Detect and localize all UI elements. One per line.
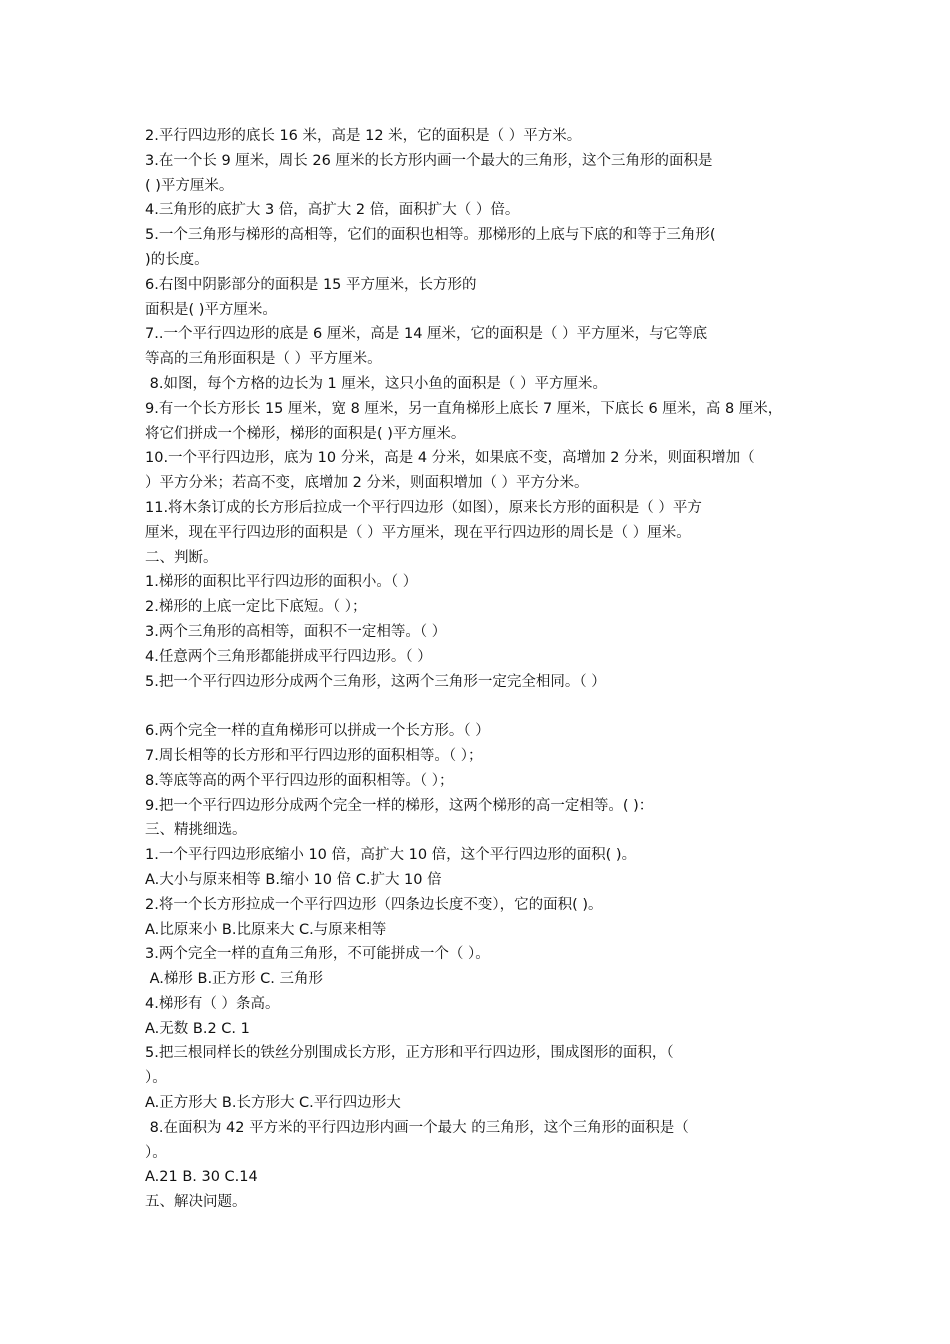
choice-2: 2.将一个长方形拉成一个平行四边形（四条边长度不变），它的面积( )。 xyxy=(145,896,603,913)
choice-2-options: A.比原来小 B.比原来大 C.与原来相等 xyxy=(145,921,387,938)
document-body xyxy=(145,124,825,1215)
judge-6: 6.两个完全一样的直角梯形可以拼成一个长方形。（ ） xyxy=(145,723,490,740)
section-judge-heading: 二、判断。 xyxy=(145,549,218,566)
judge-2: 2.梯形的上底一定比下底短。（ ）； xyxy=(145,599,367,616)
q6-line: 6.右图中阴影部分的面积是 15 平方厘米，长方形的 xyxy=(145,276,477,293)
choice-5-cont: ）。 xyxy=(145,1070,167,1087)
choice-5-options: A.正方形大 B.长方形大 C.平行四边形大 xyxy=(145,1095,401,1112)
q7-line: 7..一个平行四边形的底是 6 厘米，高是 14 厘米，它的面积是（ ）平方厘米，与它等底 xyxy=(145,326,708,343)
judge-9: 9.把一个平行四边形分成两个完全一样的梯形，这两个梯形的高一定相等。( )： xyxy=(145,797,654,814)
judge-5: 5.把一个平行四边形分成两个三角形，这两个三角形一定完全相同。（ ） xyxy=(145,673,606,690)
judge-3: 3.两个三角形的高相等，面积不一定相等。（ ） xyxy=(145,623,447,640)
choice-4-options: A.无数 B.2 C. 1 xyxy=(145,1020,250,1037)
q3-line: 3.在一个长 9 厘米，周长 26 厘米的长方形内画一个最大的三角形，这个三角形的面积是 xyxy=(145,152,713,169)
q7-line-cont: 等高的三角形面积是（ ）平方厘米。 xyxy=(145,351,382,368)
choice-8-cont: ）。 xyxy=(145,1144,167,1161)
judge-4: 4.任意两个三角形都能拼成平行四边形。（ ） xyxy=(145,648,432,665)
judge-1: 1.梯形的面积比平行四边形的面积小。（ ） xyxy=(145,574,418,591)
choice-3: 3.两个完全一样的直角三角形，不可能拼成一个（ ）。 xyxy=(145,946,490,963)
choice-8-options: A.21 B. 30 C.14 xyxy=(145,1169,258,1186)
q11-line-cont: 厘米，现在平行四边形的面积是（ ）平方厘米，现在平行四边形的周长是（ ）厘米。 xyxy=(145,524,691,541)
q2-line: 2.平行四边形的底长 16 米，高是 12 米，它的面积是（ ）平方米。 xyxy=(145,128,582,144)
q4-line: 4.三角形的底扩大 3 倍，高扩大 2 倍，面积扩大（ ）倍。 xyxy=(145,202,520,219)
q3-line-cont: ( )平方厘米。 xyxy=(145,177,234,194)
q5-line: 5.一个三角形与梯形的高相等，它们的面积也相等。那梯形的上底与下底的和等于三角形( xyxy=(145,227,716,244)
q10-line-cont: ）平方分米；若高不变，底增加 2 分米，则面积增加（ ）平方分米。 xyxy=(145,475,589,492)
q11-line: 11.将木条订成的长方形后拉成一个平行四边形（如图），原来长方形的面积是（ ）平方 xyxy=(145,499,702,516)
q9-line-cont: 将它们拼成一个梯形，梯形的面积是( )平方厘米。 xyxy=(145,425,466,442)
q5-line-cont: )的长度。 xyxy=(145,251,209,268)
q10-line: 10.一个平行四边形，底为 10 分米，高是 4 分米，如果底不变，高增加 2 分米，则面积增加（ xyxy=(145,450,755,467)
choice-3-options: A.梯形 B.正方形 C. 三角形 xyxy=(145,971,323,988)
choice-1-options: A.大小与原来相等 B.缩小 10 倍 C.扩大 10 倍 xyxy=(145,871,442,888)
blank-line xyxy=(145,694,825,719)
judge-7: 7.周长相等的长方形和平行四边形的面积相等。（ ）； xyxy=(145,747,483,764)
q9-line: 9.有一个长方形长 15 厘米，宽 8 厘米，另一直角梯形上底长 7 厘米，下底长 6 厘米，高 8 厘米， xyxy=(145,400,783,417)
judge-8: 8.等底等高的两个平行四边形的面积相等。（ ）； xyxy=(145,772,454,789)
choice-8: 8.在面积为 42 平方米的平行四边形内画一个最大 的三角形，这个三角形的面积是（ xyxy=(145,1119,689,1136)
choice-4: 4.梯形有（ ）条高。 xyxy=(145,995,280,1012)
q8-line: 8.如图，每个方格的边长为 1 厘米，这只小鱼的面积是（ ）平方厘米。 xyxy=(145,375,607,392)
section-solve-heading: 五、解决问题。 xyxy=(145,1194,247,1211)
choice-5: 5.把三根同样长的铁丝分别围成长方形，正方形和平行四边形，围成图形的面积，（ xyxy=(145,1045,674,1062)
section-choice-heading: 三、精挑细选。 xyxy=(145,822,247,839)
q6-line-cont: 面积是( )平方厘米。 xyxy=(145,301,277,318)
choice-1: 1.一个平行四边形底缩小 10 倍，高扩大 10 倍，这个平行四边形的面积( )。 xyxy=(145,847,637,864)
